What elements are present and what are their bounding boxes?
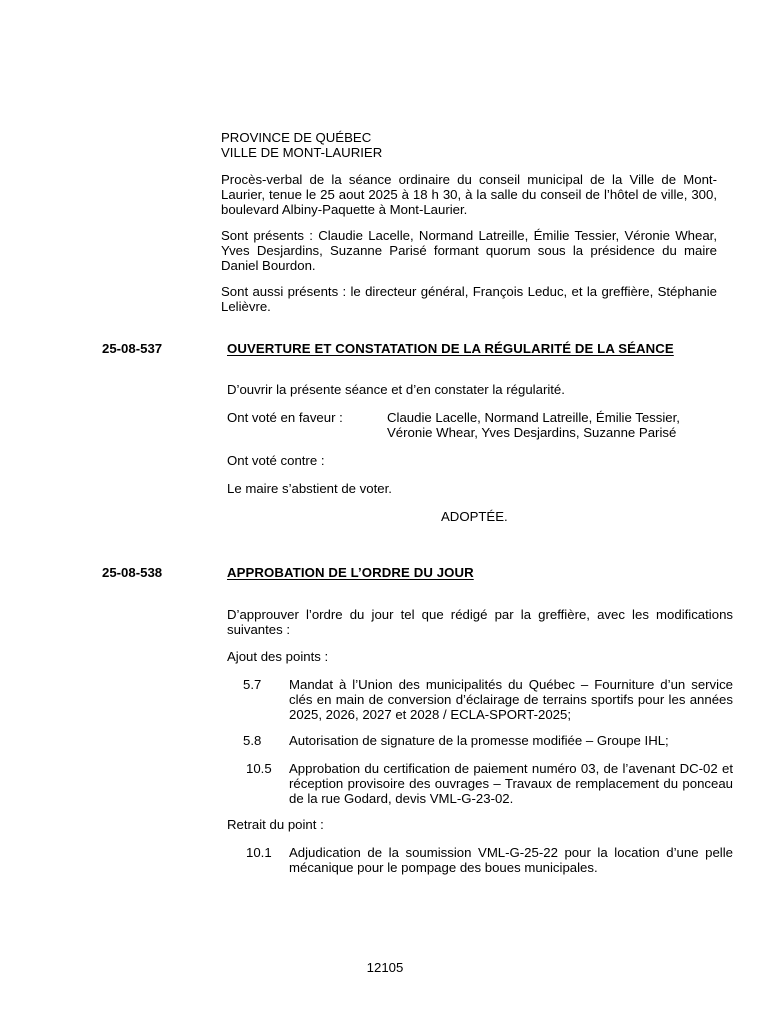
resolution-title: OUVERTURE ET CONSTATATION DE LA RÉGULARITÉ DE LA SÉANCE: [227, 341, 674, 356]
item-number: 5.8: [243, 733, 262, 748]
votes-for-names-line: Véronie Whear, Yves Desjardins, Suzanne Parisé: [387, 425, 677, 440]
list-item: [227, 733, 733, 748]
list-item: [227, 677, 733, 722]
resolution-number: 25-08-538: [102, 565, 163, 580]
resolution-title: APPROBATION DE L’ORDRE DU JOUR: [227, 565, 474, 580]
item-text: Approbation du certification de paiement numéro 03, de l’avenant DC-02 et réception provisoire des ouvrages – Travaux de remplacement du ponceau de la rue Godard, devis VML-G-23-02.: [289, 761, 733, 806]
item-number: 10.1: [246, 845, 272, 860]
votes-for-label: Ont voté en faveur :: [227, 410, 343, 425]
votes-for-names: [387, 410, 733, 440]
mayor-abstains-text: Le maire s’abstient de voter.: [227, 481, 392, 496]
item-number: 10.5: [246, 761, 272, 776]
list-item: [227, 845, 733, 875]
item-text: Autorisation de signature de la promesse modifiée – Groupe IHL;: [289, 733, 669, 748]
present-members-paragraph: Sont présents : Claudie Lacelle, Normand Latreille, Émilie Tessier, Véronie Whear, Yves Desjardins, Suzanne Parisé formant quorum sous la présidence du maire Daniel Bourdon.: [221, 228, 717, 273]
votes-for-row: [227, 410, 733, 440]
item-number: 5.7: [243, 677, 262, 692]
votes-for-names-line: Claudie Lacelle, Normand Latreille, Émilie Tessier,: [387, 410, 680, 425]
item-text: Adjudication de la soumission VML-G-25-22 pour la location d’une pelle mécanique pour le pompage des boues municipales.: [289, 845, 733, 875]
resolution-text: D’approuver l’ordre du jour tel que rédigé par la greffière, avec les modifications suivantes :: [227, 607, 733, 637]
additions-label: Ajout des points :: [227, 649, 329, 664]
city-heading: VILLE DE MONT-LAURIER: [221, 145, 383, 160]
resolution-text: D’ouvrir la présente séance et d’en constater la régularité.: [227, 382, 565, 397]
also-present-paragraph: Sont aussi présents : le directeur général, François Leduc, et la greffière, Stéphanie Lelièvre.: [221, 284, 717, 314]
page-number: 12105: [366, 960, 404, 975]
list-item: [227, 761, 733, 806]
votes-against-label: Ont voté contre :: [227, 453, 325, 468]
adopted-label: ADOPTÉE.: [441, 509, 508, 524]
resolution-number: 25-08-537: [102, 341, 163, 356]
item-text: Mandat à l’Union des municipalités du Québec – Fourniture d’un service clés en main de conversion d’éclairage de terrains sportifs pour les années 2025, 2026, 2027 et 2028 / ECLA-SPORT-2025;: [289, 677, 733, 722]
minutes-intro-paragraph: Procès-verbal de la séance ordinaire du conseil municipal de la Ville de Mont-Laurier, tenue le 25 aout 2025 à 18 h 30, à la salle du conseil de l’hôtel de ville, 300, boulevard Albiny-Paquette à Mont-Laurier.: [221, 172, 717, 217]
removal-label: Retrait du point :: [227, 817, 324, 832]
document-header: [221, 130, 717, 160]
province-heading: PROVINCE DE QUÉBEC: [221, 130, 372, 145]
